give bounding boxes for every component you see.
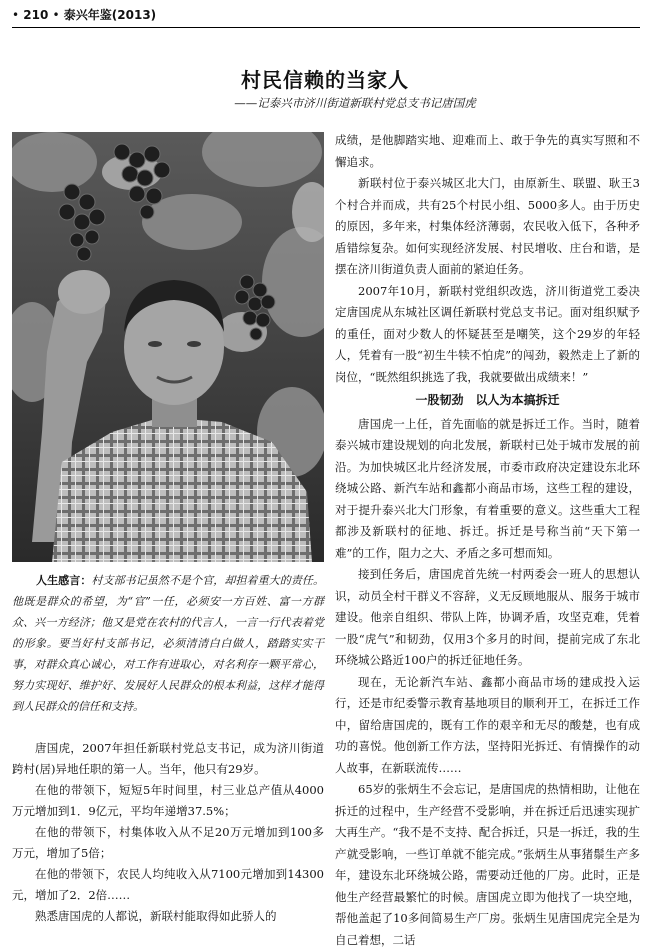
life-motto-lead: 人生感言： (36, 574, 92, 587)
paragraph: 在他的带领下，农民人均纯收入从7100元增加到14300元，增加了2．2倍…… (12, 867, 324, 902)
paragraph: 接到任务后，唐国虎首先统一村两委会一班人的思想认识，动员全村干群义不容辞，义无反顾地服从、服务于城市建设。他亲自组织、带队上阵，协调矛盾，攻坚克难，凭着一股“虎气”和韧劲，仅用3个多月的时间，提前完成了东北环绕城公路近100户的拆迁征地任务。 (335, 567, 640, 667)
left-column (12, 738, 324, 927)
paragraph: 成绩，是他脚踏实地、迎难而上、敢于争先的真实写照和不懈追求。 (335, 133, 640, 169)
paragraph: 2007年10月，新联村党组织改选，济川街道党工委决定唐国虎从东城社区调任新联村党总支书记。面对组织赋予的重任，面对少数人的怀疑甚至是嘲笑，这个29岁的年轻人，凭着有一股“初生牛犊不怕虎”的闯劲，毅然走上了新的岗位，“既然组织挑选了我，我就要做出成绩来！” (335, 283, 640, 384)
life-motto-text: 村支部书记虽然不是个官，却担着重大的责任。他既是群众的希望，为“官”一任，必须安一方百姓、富一方群众、兴一方经济；他又是党在农村的代言人，一言一行代表着党的形象。要当好村支部书记，必须清清白白做人，踏踏实实干事，对群众真心诚心，对工作有进取心，对名利存一颗平常心，努力实现好、维护好、发展好人民群众的根本利益，这样才能得到人民群众的信任和支持。 (12, 574, 325, 713)
header-separator: • (52, 8, 60, 22)
paragraph: 唐国虎一上任，首先面临的就是拆迁工作。当时，随着泰兴城市建设规划的向北发展，新联村已处于城市发展的前沿。为加快城区北片经济发展，市委市政府决定建设东北环绕城公路、新汽车站和鑫都小商品市场，这些工程的建设，对于提升泰兴北大门形象，有着重要的意义。这些重大工程都涉及新联村的征地、拆迁。拆迁是号称当前“天下第一难”的工作，阻力之大、矛盾之多可想而知。 (335, 416, 640, 560)
article-title: 村民信赖的当家人 (241, 68, 409, 92)
section-heading: 一股韧劲 以人为本搞拆迁 (415, 393, 560, 407)
life-motto (12, 570, 324, 717)
running-header (12, 6, 640, 26)
page-number: 210 (23, 8, 49, 22)
book-title: 泰兴年鉴(2013) (63, 8, 157, 22)
right-column (335, 130, 640, 951)
header-bullet: • (12, 8, 20, 22)
paragraph: 在他的带领下，短短5年时间里，村三业总产值从4000万元增加到1．9亿元，平均年递增37.5%； (12, 783, 324, 818)
paragraph: 新联村位于泰兴城区北大门，由原新生、联盟、耿王3个村合并而成，共有25个村民小组、5000多人。由于历史的原因，多年来，村集体经济薄弱，农民收入低下，各种矛盾错综复杂。如何实现经济发展、村民增收、庄台和谐，是摆在济川街道负责人面前的紧迫任务。 (335, 176, 640, 276)
paragraph: 65岁的张炳生不会忘记，是唐国虎的热情相助，让他在拆迁的过程中，生产经营不受影响，并在拆迁后迅速实现扩大再生产。“我不是不支持、配合拆迁，只是一拆迁，我的生产就受影响，一些订单就不能完成。”张炳生从事猪鬃生产多年，建设东北环绕城公路，需要动迁他的厂房。此时，正是他生产经营最繁忙的时候。唐国虎立即为他找了一块空地，帮他盖起了10多间简易生产厂房。张炳生见唐国虎完全是为自己着想，二话 (335, 782, 640, 947)
photo-illustration (12, 132, 324, 562)
paragraph: 现在，无论新汽车站、鑫都小商品市场的建成投入运行，还是市纪委警示教育基地项目的顺利开工，在拆迁工作中，留给唐国虎的，既有工作的艰辛和无尽的酸楚，也有成功的喜悦。他创新工作方法，坚持阳光拆迁、有情操作的动人故事，在新联流传…… (335, 674, 640, 775)
paragraph: 唐国虎，2007年担任新联村党总支书记，成为济川街道跨村(居)异地任职的第一人。当年，他只有29岁。 (12, 741, 324, 776)
paragraph: 在他的带领下，村集体收入从不足20万元增加到100多万元，增加了5倍； (12, 825, 324, 860)
article-subtitle: ——记泰兴市济川街道新联村党总支书记唐国虎 (234, 96, 476, 110)
portrait-photo (12, 132, 324, 562)
paragraph: 熟悉唐国虎的人都说，新联村能取得如此骄人的 (35, 909, 277, 923)
header-rule (12, 27, 640, 28)
